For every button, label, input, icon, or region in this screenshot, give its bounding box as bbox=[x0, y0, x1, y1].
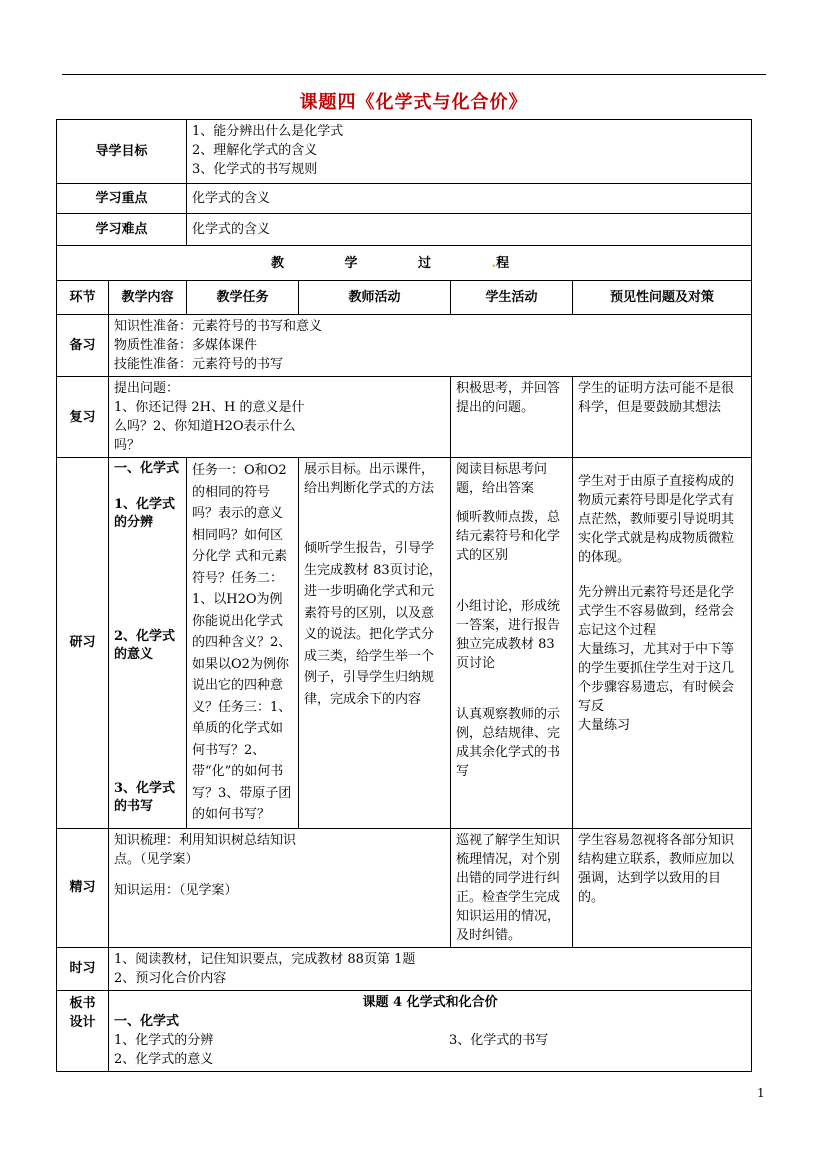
prep-content bbox=[109, 315, 752, 377]
header-task: 教学任务 bbox=[187, 281, 299, 315]
objectives-label: 导学目标 bbox=[57, 120, 187, 184]
study-content-sub2: 2、化学式的意义 bbox=[114, 629, 176, 662]
objective-item: 1、能分辨出什么是化学式 bbox=[192, 124, 344, 139]
process-heading-part2: 程 bbox=[496, 255, 538, 271]
practice-content bbox=[109, 828, 451, 947]
practice-teacher: 巡视了解学生知识梳理情况，对个别出错的同学进行纠正。检查学生完成知识运用的情况，及时纠错。 bbox=[451, 828, 573, 947]
prep-line: 知识性准备：元素符号的书写和意义 bbox=[114, 319, 323, 334]
timed-content bbox=[109, 947, 752, 990]
objectives-list bbox=[187, 120, 752, 184]
prep-label: 备习 bbox=[57, 315, 109, 377]
board-title: 课题 4 化学式和化合价 bbox=[362, 994, 498, 1010]
difficulty-value: 化学式的含义 bbox=[187, 214, 752, 246]
process-heading bbox=[57, 246, 752, 281]
practice-label: 精习 bbox=[57, 828, 109, 947]
study-issue-4: 大量练习 bbox=[578, 718, 631, 733]
header-student: 学生活动 bbox=[451, 281, 573, 315]
process-heading-part1: 教 学 过 bbox=[270, 255, 460, 271]
study-content bbox=[109, 458, 187, 829]
page-number: 1 bbox=[757, 1086, 765, 1100]
study-content-sub1: 1、化学式的分辨 bbox=[114, 497, 176, 530]
header-teacher: 教师活动 bbox=[299, 281, 451, 315]
study-teacher-2: 倾听学生报告，引导学生完成教材 83页讨论，进一步明确化学式和元素符号的区别，以及意义的说法。把化学式分成三类，给学生举一个例子，引导学生归纳规律，完成余下的内容 bbox=[304, 541, 442, 707]
prep-line: 物质性准备：多媒体课件 bbox=[114, 338, 258, 353]
study-student-2: 倾听教师点拨，总结元素符号和化学式的区别 bbox=[456, 510, 561, 563]
study-issue-2: 先分辨出元素符号还是化学式学生不容易做到，经常会忘记这个过程 bbox=[578, 585, 735, 638]
process-heading-dot: . bbox=[491, 255, 497, 271]
study-label: 研习 bbox=[57, 458, 109, 829]
study-issue-1: 学生对于由原子直接构成的物质元素符号即是化学式有点茫然，教师要引导说明其实化学式就是构成物质微粒的体现。 bbox=[578, 474, 735, 565]
study-issue-3: 大量练习，尤其对于中下等的学生要抓住学生对于这几个步骤容易遗忘，有时候会写反 bbox=[578, 642, 735, 714]
board-content bbox=[109, 990, 752, 1071]
lesson-plan-table bbox=[56, 119, 752, 1072]
header-issues: 预见性问题及对策 bbox=[573, 281, 752, 315]
study-task: 任务一：O和O2的相同的符号吗？表示的意义相同吗？如何区分化学 式和元素符号？任务二：1、以H2O为例你能说出化学式的四种含义？2、如果以O2为例你说出它的四种意义？任务三：1、单质的化学式如何书写？2、带“化”的如何书写？3、带原子团的如何书写？ bbox=[187, 458, 299, 829]
review-question: 1、你还记得 2H、H 的意义是什么吗？2、你知道H2O表示什么吗？ bbox=[114, 400, 305, 453]
study-content-sub3: 3、化学式的书写 bbox=[114, 781, 176, 814]
review-issues: 学生的证明方法可能不是很科学，但是要鼓励其想法 bbox=[573, 377, 752, 458]
objective-item: 2、理解化学式的含义 bbox=[192, 143, 318, 158]
timed-line: 1、阅读教材，记住知识要点，完成教材 88页第 1题 bbox=[114, 951, 416, 967]
page-title: 课题四《化学式与化合价》 bbox=[299, 92, 528, 113]
review-label: 复习 bbox=[57, 377, 109, 458]
difficulty-label: 学习难点 bbox=[57, 214, 187, 246]
practice-issues: 学生容易忽视将各部分知识结构建立联系，教师应加以强调，达到学以致用的目的。 bbox=[573, 828, 752, 947]
study-issues bbox=[573, 458, 752, 829]
board-label-line2: 设计 bbox=[69, 1014, 96, 1030]
board-section: 一、化学式 bbox=[114, 1013, 180, 1029]
review-content bbox=[109, 377, 451, 458]
board-label-line1: 板书 bbox=[69, 995, 96, 1011]
prep-line: 技能性准备：元素符号的书写 bbox=[114, 357, 284, 372]
study-teacher-1: 展示目标。出示课件，给出判断化学式的方法 bbox=[304, 462, 435, 496]
study-student bbox=[451, 458, 573, 829]
board-item-3: 3、化学式的书写 bbox=[449, 1032, 549, 1048]
study-student-4: 认真观察教师的示例，总结规律、完成其余化学式的书写 bbox=[456, 707, 561, 779]
study-student-3: 小组讨论，形成统一答案，进行报告独立完成教材 83 页讨论 bbox=[456, 599, 561, 671]
key-point-value: 化学式的含义 bbox=[187, 184, 752, 214]
study-teacher bbox=[299, 458, 451, 829]
review-question-intro: 提出问题： bbox=[114, 381, 180, 396]
timed-label: 时习 bbox=[57, 947, 109, 990]
study-student-1: 阅读目标思考问题，给出答案 bbox=[456, 462, 548, 496]
key-point-label: 学习重点 bbox=[57, 184, 187, 214]
review-student: 积极思考，并回答提出的问题。 bbox=[451, 377, 573, 458]
header-rule bbox=[62, 74, 766, 75]
practice-content-1: 知识梳理：利用知识树总结知识点。（见学案） bbox=[114, 832, 297, 867]
header-content: 教学内容 bbox=[109, 281, 187, 315]
timed-line: 2、预习化合价内容 bbox=[114, 970, 227, 986]
board-label bbox=[57, 990, 109, 1071]
board-item-2: 2、化学式的意义 bbox=[114, 1051, 214, 1067]
study-content-title: 一、化学式 bbox=[114, 461, 180, 476]
objective-item: 3、化学式的书写规则 bbox=[192, 162, 318, 177]
board-item-1: 1、化学式的分辨 bbox=[114, 1032, 214, 1048]
practice-content-2: 知识运用：（见学案） bbox=[114, 882, 238, 898]
header-stage: 环节 bbox=[57, 281, 109, 315]
